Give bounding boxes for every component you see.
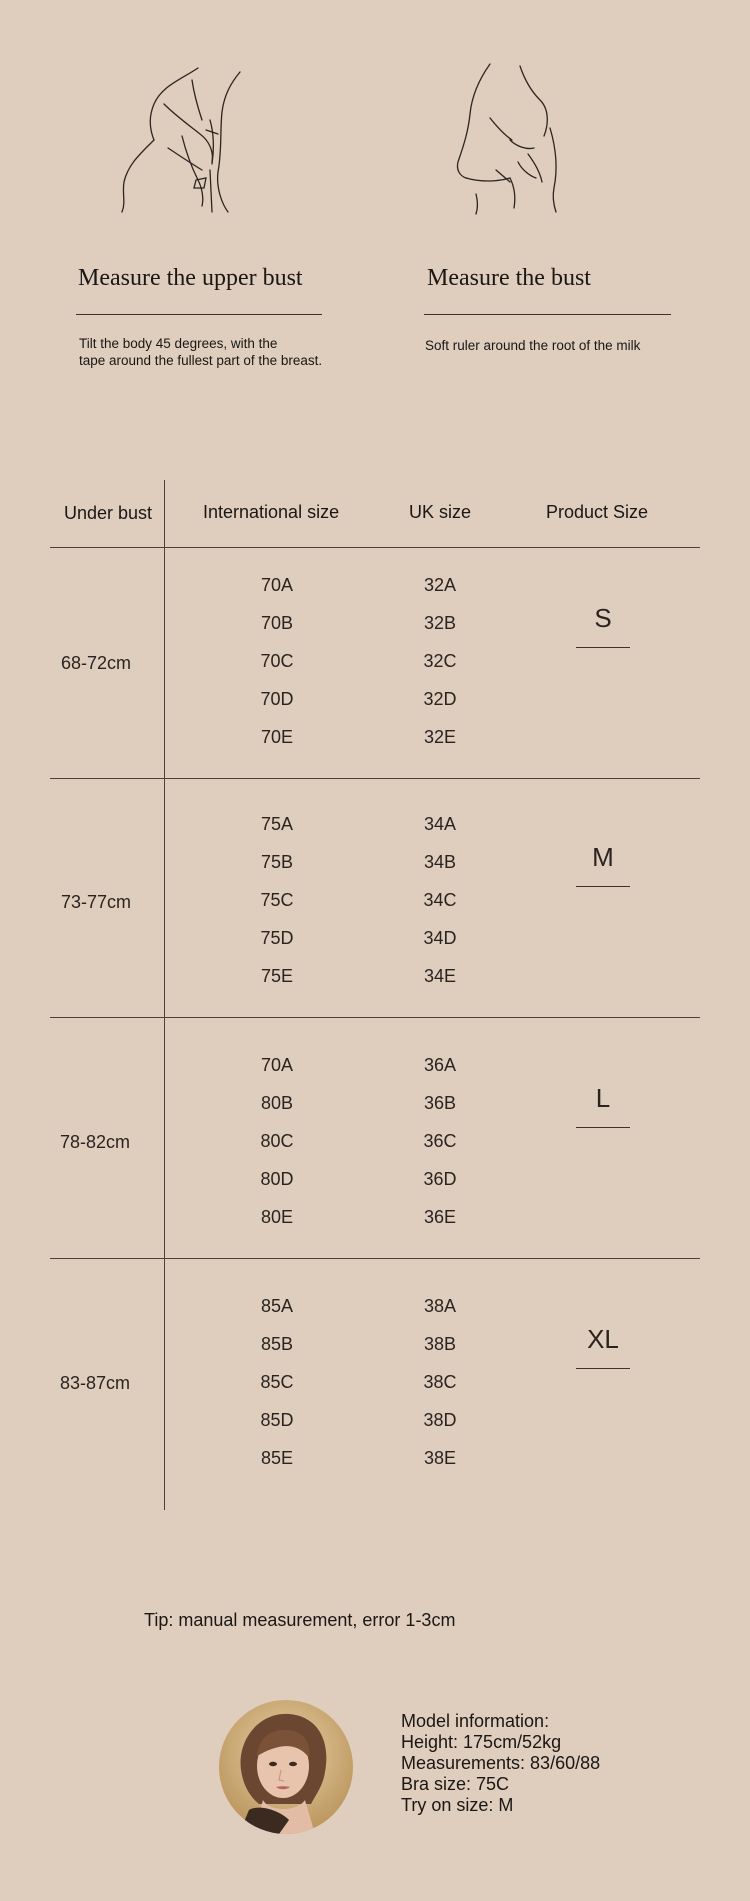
- model-try-on-size: Try on size: M: [401, 1795, 514, 1815]
- uk-size-cell: 36E: [423, 1207, 457, 1227]
- under-bust-value: 78-82cm: [60, 1132, 131, 1152]
- product-size-rule: [576, 1368, 630, 1369]
- header-product-size: Product Size: [546, 502, 649, 522]
- international-size-cell: 75C: [260, 890, 294, 910]
- uk-size-cell: 38A: [423, 1296, 457, 1316]
- under-bust-value: 68-72cm: [61, 653, 132, 673]
- table-row-divider: [50, 1258, 700, 1259]
- international-size-cell: 80D: [260, 1169, 294, 1189]
- international-size-cell: 85B: [260, 1334, 294, 1354]
- international-size-cell: 70E: [260, 727, 294, 747]
- uk-size-cell: 34D: [423, 928, 457, 948]
- international-size-cell: 70C: [260, 651, 294, 671]
- uk-size-cell: 32D: [423, 689, 457, 709]
- uk-size-cell: 36C: [423, 1131, 457, 1151]
- product-size-m: M: [592, 842, 614, 872]
- under-bust-value: 83-87cm: [60, 1373, 131, 1393]
- model-bra-size: Bra size: 75C: [401, 1774, 510, 1794]
- product-size-s: S: [594, 603, 612, 633]
- measure-upper-bust-title: Measure the upper bust: [78, 265, 303, 291]
- product-size-xl: XL: [587, 1324, 619, 1354]
- model-height: Height: 175cm/52kg: [401, 1732, 562, 1752]
- uk-size-cell: 38D: [423, 1410, 457, 1430]
- uk-size-cell: 32B: [423, 613, 457, 633]
- international-size-cell: 80B: [260, 1093, 294, 1113]
- uk-size-cell: 32C: [423, 651, 457, 671]
- table-row-divider: [50, 1017, 700, 1018]
- product-size-l: L: [595, 1083, 611, 1113]
- uk-size-cell: 38C: [423, 1372, 457, 1392]
- model-info-heading: Model information:: [401, 1711, 550, 1731]
- bust-sketch: [450, 58, 580, 218]
- upper-bust-sketch: [110, 60, 260, 220]
- uk-size-cell: 36A: [423, 1055, 457, 1075]
- uk-size-cell: 34A: [423, 814, 457, 834]
- uk-size-cell: 36D: [423, 1169, 457, 1189]
- measure-bust-title: Measure the bust: [427, 265, 591, 291]
- international-size-cell: 70A: [260, 1055, 294, 1075]
- international-size-cell: 75E: [260, 966, 294, 986]
- uk-size-cell: 36B: [423, 1093, 457, 1113]
- international-size-cell: 85E: [260, 1448, 294, 1468]
- international-size-cell: 70A: [260, 575, 294, 595]
- international-size-cell: 75A: [260, 814, 294, 834]
- international-size-cell: 70D: [260, 689, 294, 709]
- uk-size-cell: 34C: [423, 890, 457, 910]
- uk-size-cell: 34E: [423, 966, 457, 986]
- measure-upper-bust-rule: [76, 314, 322, 315]
- measure-bust-description: Soft ruler around the root of the milk: [425, 338, 641, 353]
- uk-size-cell: 32A: [423, 575, 457, 595]
- uk-size-cell: 38B: [423, 1334, 457, 1354]
- under-bust-value: 73-77cm: [61, 892, 132, 912]
- header-under-bust: Under bust: [64, 503, 153, 523]
- international-size-cell: 85D: [260, 1410, 294, 1430]
- international-size-cell: 80E: [260, 1207, 294, 1227]
- measure-upper-bust-description: Tilt the body 45 degrees, with the tape around the fullest part of the breast.: [79, 336, 323, 368]
- product-size-rule: [576, 1127, 630, 1128]
- product-size-rule: [576, 886, 630, 887]
- international-size-cell: 70B: [260, 613, 294, 633]
- international-size-cell: 75D: [260, 928, 294, 948]
- model-measurements: Measurements: 83/60/88: [401, 1753, 601, 1773]
- international-size-cell: 85C: [260, 1372, 294, 1392]
- uk-size-cell: 34B: [423, 852, 457, 872]
- uk-size-cell: 38E: [423, 1448, 457, 1468]
- international-size-cell: 80C: [260, 1131, 294, 1151]
- table-header-divider: [50, 547, 700, 548]
- international-size-cell: 85A: [260, 1296, 294, 1316]
- model-information: [401, 1711, 600, 1816]
- measurement-tip: Tip: manual measurement, error 1-3cm: [144, 1610, 456, 1630]
- table-column-divider: [164, 480, 165, 1510]
- measure-bust-rule: [424, 314, 671, 315]
- international-size-cell: 75B: [260, 852, 294, 872]
- header-uk-size: UK size: [409, 502, 472, 522]
- model-avatar: [219, 1700, 353, 1834]
- product-size-rule: [576, 647, 630, 648]
- table-row-divider: [50, 778, 700, 779]
- header-international-size: International size: [203, 502, 340, 522]
- uk-size-cell: 32E: [423, 727, 457, 747]
